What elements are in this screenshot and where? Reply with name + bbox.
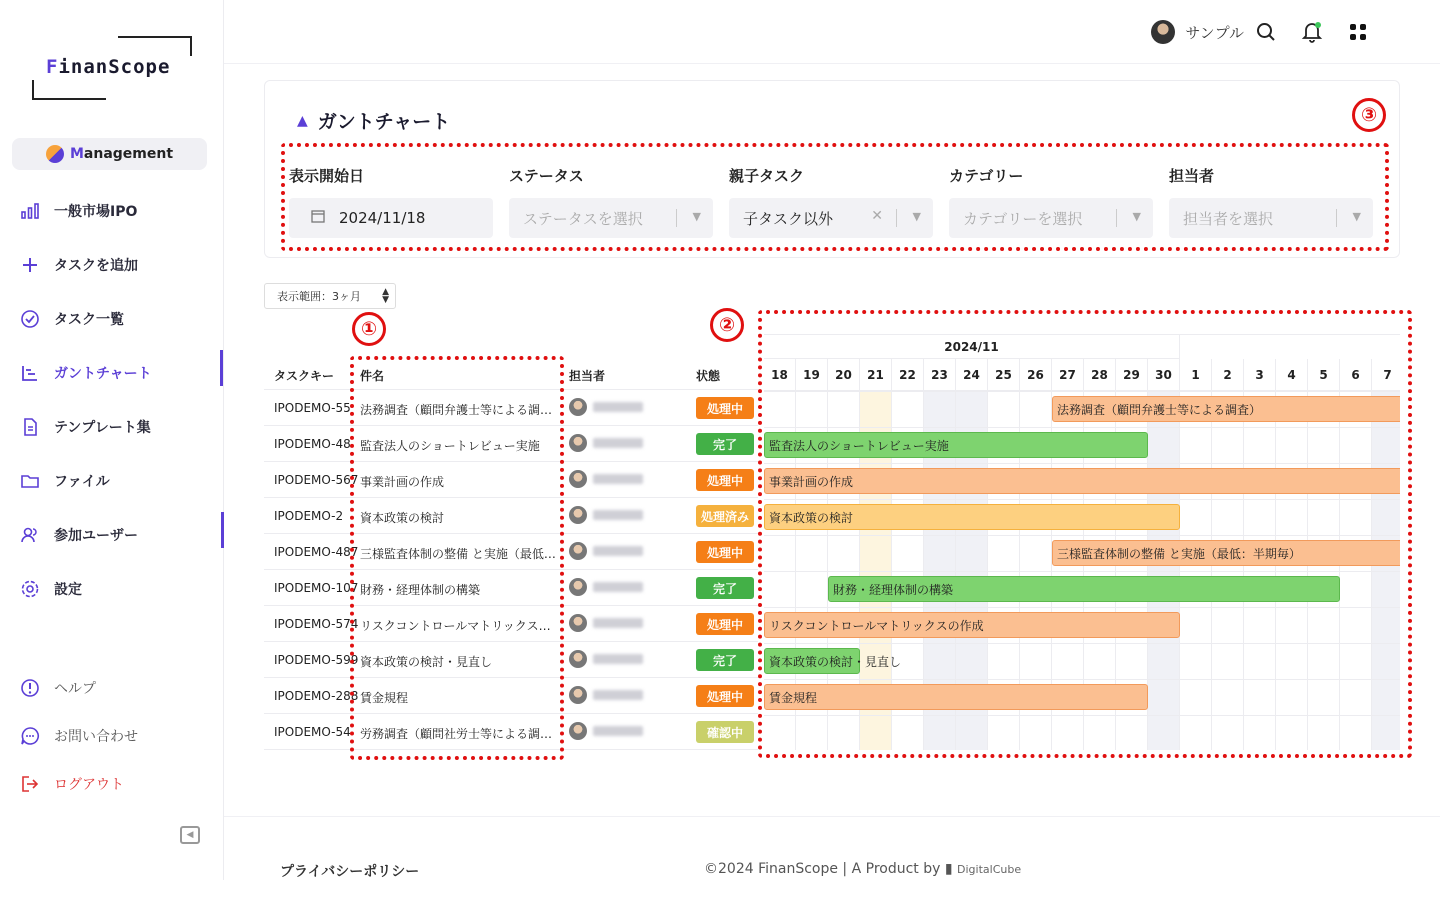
- avatar: [569, 398, 587, 416]
- collapse-sidebar-button[interactable]: ◀: [180, 826, 200, 844]
- filter-2: [729, 165, 933, 238]
- highlight-box-1: [350, 356, 564, 760]
- sidebar-item-label: タスク一覧: [54, 312, 124, 328]
- filter-4: [1169, 165, 1373, 238]
- assignee: [569, 434, 643, 452]
- filter-select[interactable]: [509, 198, 713, 238]
- management-switcher[interactable]: [12, 138, 207, 170]
- status-badge: 処理中: [696, 613, 754, 635]
- avatar: [569, 470, 587, 488]
- task-key[interactable]: IPODEMO-567: [274, 473, 359, 487]
- copyright-text: ©2024 FinanScope | A Product by: [704, 861, 941, 877]
- status-badge: 処理中: [696, 685, 754, 707]
- topbar: [224, 0, 1440, 64]
- day-header: 7: [1372, 359, 1400, 391]
- gantt-icon: [20, 363, 40, 383]
- sidebar-item-1[interactable]: [0, 238, 224, 292]
- day-header: 4: [1276, 359, 1308, 391]
- sidebar-item-label: ヘルプ: [54, 681, 96, 697]
- assignee-name-blurred: [593, 402, 643, 412]
- task-name[interactable]: 監査法人のショートレビュー実施: [360, 439, 540, 453]
- status-badge: 完了: [696, 649, 754, 671]
- help-icon: [20, 678, 40, 698]
- task-key[interactable]: IPODEMO-288: [274, 689, 359, 703]
- day-header: 3: [1244, 359, 1276, 391]
- day-header: 5: [1308, 359, 1340, 391]
- assignee-name-blurred: [593, 474, 643, 484]
- task-key[interactable]: IPODEMO-107: [274, 581, 359, 595]
- sidebar-item-2[interactable]: [0, 292, 224, 346]
- filter-placeholder: カテゴリーを選択: [963, 209, 1083, 228]
- status-badge: 確認中: [696, 721, 754, 743]
- filter-label: 親子タスク: [729, 167, 805, 185]
- sidebar: [0, 0, 224, 880]
- logo-text: FinanScope: [46, 56, 171, 78]
- chevron-up-icon[interactable]: ▲: [297, 112, 308, 129]
- day-header: 23: [924, 359, 956, 391]
- assignee: [569, 506, 643, 524]
- status-badge: 処理済み: [696, 505, 754, 527]
- gantt-bar-label: 資本政策の検討・見直し: [769, 654, 902, 669]
- day-header: 18: [764, 359, 796, 391]
- filter-placeholder: 担当者を選択: [1183, 209, 1274, 228]
- sidebar-item-6[interactable]: [0, 508, 224, 562]
- assignee-name-blurred: [593, 510, 643, 520]
- privacy-policy-link[interactable]: プライバシーポリシー: [280, 864, 420, 880]
- vendor-name: DigitalCube: [957, 863, 1022, 876]
- day-header: 25: [988, 359, 1020, 391]
- marker-3: ③: [1352, 98, 1386, 132]
- gantt-bar-label: 監査法人のショートレビュー実施: [769, 438, 949, 453]
- avatar: [1151, 20, 1175, 44]
- assignee: [569, 614, 643, 632]
- assignee-name-blurred: [593, 582, 643, 592]
- user-menu[interactable]: [1151, 20, 1244, 44]
- gantt-bar-label: 三様監査体制の整備 と実施（最低：半期毎）: [1057, 546, 1301, 561]
- task-name[interactable]: 賃金規程: [360, 691, 409, 705]
- task-name[interactable]: 財務・経理体制の構築: [360, 583, 481, 597]
- task-key[interactable]: IPODEMO-55: [274, 401, 351, 415]
- filter-label: 表示開始日: [289, 167, 365, 185]
- assignee: [569, 398, 643, 416]
- sidebar-item-7[interactable]: [0, 562, 224, 616]
- footer: [224, 816, 1440, 920]
- display-range-select[interactable]: [264, 283, 396, 309]
- status-badge: 処理中: [696, 469, 754, 491]
- sidebar-item-label: 参加ユーザー: [54, 528, 138, 544]
- status-badge: 処理中: [696, 541, 754, 563]
- avatar: [569, 578, 587, 596]
- sidebar-item-label: テンプレート集: [54, 420, 151, 436]
- filter-0: [289, 165, 493, 238]
- management-icon: [46, 145, 64, 163]
- day-header: 1: [1180, 359, 1212, 391]
- task-key[interactable]: IPODEMO-574: [274, 617, 359, 631]
- gantt-bar-label: 法務調査（顧問弁護士等による調査）: [1057, 402, 1262, 417]
- status-badge: 処理中: [696, 397, 754, 419]
- copyright: [704, 861, 1021, 877]
- assignee: [569, 578, 643, 596]
- plus-icon: [20, 255, 40, 275]
- gear-icon: [20, 579, 40, 599]
- chat-icon: [20, 726, 40, 746]
- assignee: [569, 542, 643, 560]
- sidebar-item-0[interactable]: [0, 184, 224, 238]
- task-name[interactable]: 法務調査（顧問弁護士等による調…: [360, 403, 553, 417]
- updown-icon: ▲ ▼: [382, 287, 389, 305]
- sidebar-nav: [0, 184, 224, 616]
- sidebar-item-label: ログアウト: [54, 777, 124, 793]
- marker-2: ②: [710, 308, 744, 342]
- sidebar-item-5[interactable]: [0, 454, 224, 508]
- chevron-down-icon: ▼: [912, 210, 921, 223]
- task-key[interactable]: IPODEMO-2: [274, 509, 344, 523]
- search-icon[interactable]: [1254, 20, 1278, 44]
- filter-1: [509, 165, 713, 238]
- gantt-bar-label: 事業計画の作成: [769, 474, 854, 489]
- sidebar-item-label: お問い合わせ: [54, 729, 138, 745]
- gantt-bar-label: 財務・経理体制の構築: [833, 582, 954, 597]
- filter-select[interactable]: [1169, 198, 1373, 238]
- display-range-value: 表示範囲：3ヶ月: [277, 290, 361, 303]
- filter-select[interactable]: [949, 198, 1153, 238]
- panel-title-text: ガントチャート: [317, 111, 451, 133]
- calendar-icon: [311, 209, 325, 227]
- chevron-down-icon: ▼: [1352, 210, 1361, 223]
- logout-icon: [20, 774, 40, 794]
- marker-1: ①: [352, 312, 386, 346]
- clear-icon[interactable]: ✕: [871, 208, 883, 224]
- task-key[interactable]: IPODEMO-599: [274, 653, 359, 667]
- task-name[interactable]: 労務調査（顧問社労士等による調…: [360, 727, 553, 741]
- bar-chart-icon: [20, 201, 40, 221]
- filter-label: 担当者: [1169, 167, 1215, 185]
- avatar: [569, 686, 587, 704]
- task-key[interactable]: IPODEMO-48: [274, 437, 351, 451]
- sidebar-item-4[interactable]: [0, 400, 224, 454]
- bell-icon[interactable]: [1300, 20, 1324, 44]
- digitalcube-logo-icon: ▮: [944, 861, 953, 877]
- task-name[interactable]: 事業計画の作成: [360, 475, 445, 489]
- start-date-input[interactable]: [289, 198, 493, 238]
- sidebar-item-3[interactable]: [0, 346, 224, 400]
- assignee-name-blurred: [593, 690, 643, 700]
- filter-value: 子タスク以外: [743, 209, 834, 228]
- avatar: [569, 542, 587, 560]
- document-icon: [20, 417, 40, 437]
- avatar: [569, 614, 587, 632]
- highlight-box-2: [758, 310, 1412, 758]
- avatar: [569, 650, 587, 668]
- filter-label: カテゴリー: [949, 167, 1024, 185]
- assignee: [569, 686, 643, 704]
- sidebar-bottom-item-0[interactable]: [0, 664, 224, 712]
- filter-3: [949, 165, 1153, 238]
- day-header: 29: [1116, 359, 1148, 391]
- chevron-down-icon: ▼: [692, 210, 701, 223]
- assignee: [569, 722, 643, 740]
- day-header: 20: [828, 359, 860, 391]
- gantt-bar-label: 賃金規程: [769, 690, 818, 705]
- gantt-bar-label: リスクコントロールマトリックスの作成: [769, 618, 984, 633]
- month-label: 2024/11: [764, 335, 1180, 359]
- management-label: Management: [69, 146, 174, 162]
- folder-icon: [20, 471, 40, 491]
- filters-area: [281, 143, 1389, 251]
- header-assignee: 担当者: [569, 369, 606, 383]
- day-header: 24: [956, 359, 988, 391]
- assignee-name-blurred: [593, 654, 643, 664]
- day-header: 27: [1052, 359, 1084, 391]
- day-header: 26: [1020, 359, 1052, 391]
- assignee-name-blurred: [593, 438, 643, 448]
- task-name[interactable]: 資本政策の検討・見直し: [360, 655, 493, 669]
- day-header: 6: [1340, 359, 1372, 391]
- sidebar-bottom-item-1[interactable]: [0, 712, 224, 760]
- task-key[interactable]: IPODEMO-487: [274, 545, 359, 559]
- start-date-value: 2024/11/18: [339, 209, 426, 227]
- day-header: 28: [1084, 359, 1116, 391]
- avatar: [569, 722, 587, 740]
- header-task-key: タスクキー: [274, 369, 335, 383]
- status-badge: 完了: [696, 433, 754, 455]
- sidebar-item-label: タスクを追加: [54, 258, 138, 274]
- assignee-name-blurred: [593, 618, 643, 628]
- assignee: [569, 650, 643, 668]
- gantt-bar-label: 資本政策の検討: [769, 510, 854, 525]
- day-header: 30: [1148, 359, 1180, 391]
- active-indicator: [220, 350, 223, 386]
- avatar: [569, 506, 587, 524]
- users-icon: [20, 525, 40, 545]
- assignee-name-blurred: [593, 726, 643, 736]
- header-name: 件名: [360, 369, 385, 383]
- chevron-down-icon: ▼: [1132, 210, 1141, 223]
- status-badge: 完了: [696, 577, 754, 599]
- filter-placeholder: ステータスを選択: [523, 209, 643, 228]
- sidebar-item-label: ファイル: [54, 474, 110, 490]
- assignee: [569, 470, 643, 488]
- day-header: 2: [1212, 359, 1244, 391]
- sidebar-bottom-item-2[interactable]: [0, 760, 224, 808]
- panel-title[interactable]: [297, 107, 450, 134]
- sidebar-bottom-nav: [0, 664, 224, 808]
- app-logo[interactable]: [30, 36, 194, 102]
- user-name: サンプル: [1185, 23, 1244, 42]
- task-key[interactable]: IPODEMO-54: [274, 725, 351, 739]
- gantt-filter-panel: [264, 80, 1400, 258]
- task-name[interactable]: 資本政策の検討: [360, 511, 445, 525]
- task-name[interactable]: リスクコントロールマトリックス…: [360, 619, 551, 633]
- day-header: 22: [892, 359, 924, 391]
- filter-label: ステータス: [509, 167, 584, 185]
- sidebar-item-label: 設定: [54, 582, 82, 598]
- day-header: 19: [796, 359, 828, 391]
- apps-grid-icon[interactable]: [1346, 20, 1370, 44]
- check-circle-icon: [20, 309, 40, 329]
- assignee-name-blurred: [593, 546, 643, 556]
- sidebar-item-label: ガントチャート: [54, 366, 152, 382]
- sidebar-item-label: 一般市場IPO: [54, 204, 138, 220]
- avatar: [569, 434, 587, 452]
- filter-select[interactable]: [729, 198, 933, 238]
- header-status: 状態: [696, 369, 721, 383]
- day-header: 21: [860, 359, 892, 391]
- task-name[interactable]: 三様監査体制の整備 と実施（最低…: [360, 547, 556, 561]
